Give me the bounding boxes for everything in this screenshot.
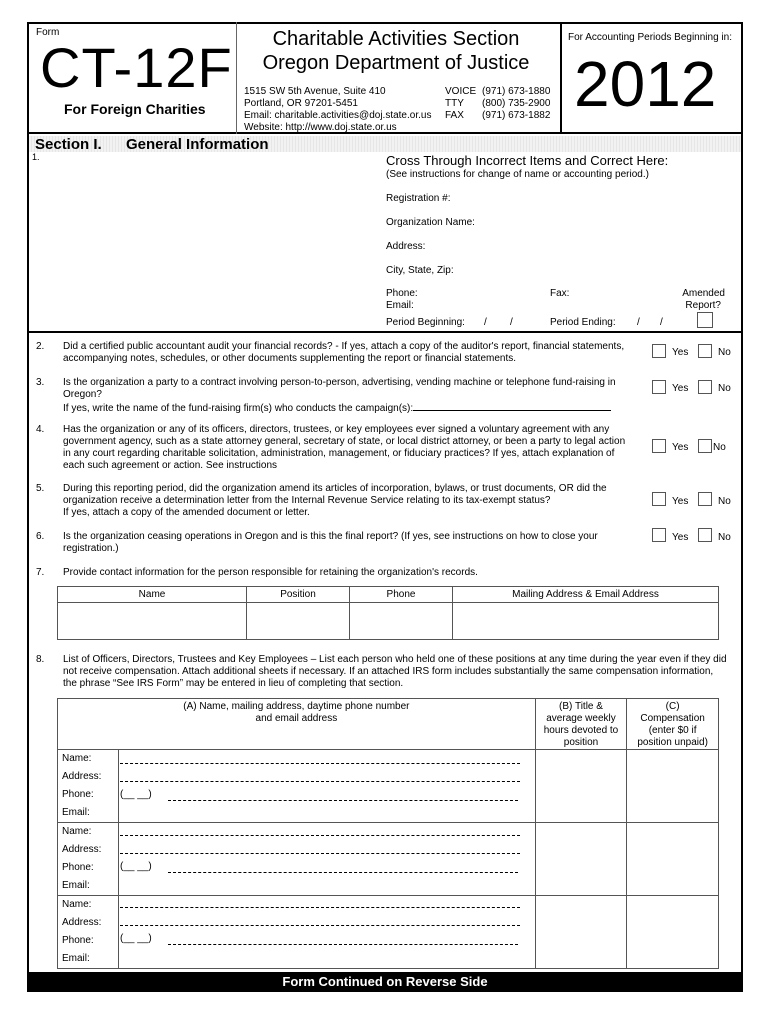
header-line: and email address	[255, 713, 338, 724]
question-number: 8.	[36, 654, 45, 665]
address-email-cell-input[interactable]	[453, 603, 719, 640]
table-row	[58, 823, 719, 896]
email-label: Email:	[62, 880, 90, 891]
header-line: (A) Name, mailing address, daytime phone number	[183, 701, 410, 712]
period-beginning-label: Period Beginning:	[386, 317, 465, 328]
row-labels	[58, 750, 119, 823]
question-line: organization receive a determination letter from the Internal Revenue Service relating to its tax-exempt status?	[63, 495, 551, 506]
contact-label: TTY	[445, 98, 464, 109]
agency-name: Oregon Department of Justice	[262, 52, 530, 74]
records-contact-table	[57, 586, 719, 640]
question-line: each such agreement or action. See instructions	[63, 460, 278, 471]
section-title: General Information	[126, 136, 269, 153]
no-label: No	[718, 347, 731, 358]
contact-value: (800) 735-2900	[482, 98, 551, 109]
column-header: Position	[247, 587, 350, 603]
header-line: position unpaid)	[637, 737, 708, 748]
section-divider	[29, 331, 741, 333]
yes-label: Yes	[672, 347, 689, 358]
contact-label: VOICE	[445, 86, 477, 97]
no-label: No	[713, 442, 726, 453]
address-field-label: Address:	[386, 241, 426, 252]
column-header-c	[627, 699, 719, 750]
header-line: Compensation	[640, 713, 705, 724]
question-number: 4.	[36, 424, 45, 435]
address-line: Portland, OR 97201-5451	[244, 98, 358, 109]
address-entry-line	[120, 763, 520, 764]
phone-entry-line	[168, 944, 518, 945]
question-text	[63, 654, 739, 690]
email-label: Email:	[62, 953, 90, 964]
agency-address	[244, 86, 431, 134]
question-number: 3.	[36, 377, 45, 388]
phone-label: Phone:	[62, 935, 94, 946]
column-header: Mailing Address & Email Address	[453, 587, 719, 603]
header-divider	[560, 22, 562, 134]
address-entry-line	[120, 907, 520, 908]
date-separator: /	[510, 317, 513, 328]
question-number: 2.	[36, 341, 45, 352]
contact-value: (971) 673-1882	[482, 110, 551, 121]
name-cell-input[interactable]	[58, 603, 247, 640]
q4-no-checkbox[interactable]	[698, 439, 712, 453]
compensation-input[interactable]	[627, 896, 719, 969]
compensation-input[interactable]	[627, 750, 719, 823]
accounting-year: 2012	[574, 48, 717, 120]
question-line: registration.)	[63, 543, 119, 554]
phone-area-code: (__ __)	[120, 861, 152, 872]
phone-label: Phone:	[62, 862, 94, 873]
address-label: Address:	[62, 771, 102, 782]
q3-no-checkbox[interactable]	[698, 380, 712, 394]
column-header: Phone	[350, 587, 453, 603]
q5-yes-checkbox[interactable]	[652, 492, 666, 506]
compensation-input[interactable]	[627, 823, 719, 896]
correction-heading: Cross Through Incorrect Items and Correct Here:	[386, 153, 669, 168]
question-line: not receive compensation. Attach additional sheets if necessary. If an attached IRS form includes substantially the same compensation information,	[63, 666, 714, 677]
form-subtitle: For Foreign Charities	[64, 101, 206, 117]
column-header-b	[535, 699, 626, 750]
name-label: Name:	[62, 899, 92, 910]
header-divider	[236, 22, 237, 134]
date-separator: /	[637, 317, 640, 328]
no-label: No	[718, 496, 731, 507]
question-line: accompanying notes, schedules, or other documents supplementing the report or financial statements.	[63, 353, 517, 364]
org-name-field-label: Organization Name:	[386, 217, 475, 228]
title-hours-input[interactable]	[535, 823, 626, 896]
question-number: 5.	[36, 483, 45, 494]
phone-area-code: (__ __)	[120, 933, 152, 944]
phone-cell-input[interactable]	[350, 603, 453, 640]
amended-report-checkbox[interactable]	[697, 312, 713, 328]
question-text	[63, 424, 643, 472]
name-label: Name:	[62, 753, 92, 764]
date-separator: /	[660, 317, 663, 328]
column-header-a	[58, 699, 536, 750]
header-line: hours devoted to	[543, 725, 619, 736]
registration-field-label: Registration #:	[386, 193, 451, 204]
header-line: (enter $0 if	[648, 725, 697, 736]
question-text	[63, 341, 643, 365]
yes-label: Yes	[672, 442, 689, 453]
question-line: in any court regarding charitable solicitation, administration, management, or fiduciary practices? If yes, attach explanation of	[63, 448, 615, 459]
form-code: CT-12F	[40, 36, 233, 99]
phone-field-label: Phone:	[386, 288, 418, 299]
question-text: Provide contact information for the person responsible for retaining the organization's records.	[63, 567, 478, 578]
question-line: Is the organization a party to a contract involving person-to-person, advertising, vending machine or telephone fund-raising in	[63, 377, 616, 388]
question-line: Is the organization ceasing operations in Oregon and is this the final report? (If yes, see instructions on how to close your	[63, 531, 598, 542]
q4-yes-checkbox[interactable]	[652, 439, 666, 453]
phone-entry-line	[168, 872, 518, 873]
q6-yes-checkbox[interactable]	[652, 528, 666, 542]
agency-section-title: Charitable Activities Section	[272, 28, 520, 50]
question-line: Has the organization or any of its officers, directors, trustees, or key employees ever signed a voluntary agreement with any	[63, 424, 610, 435]
phone-entry-line	[168, 800, 518, 801]
title-hours-input[interactable]	[535, 896, 626, 969]
address-entry-line	[120, 853, 520, 854]
address-label: Address:	[62, 844, 102, 855]
row-labels	[58, 896, 119, 969]
item-number: 1.	[32, 152, 40, 162]
continued-footer: Form Continued on Reverse Side	[27, 972, 743, 992]
address-entry-line	[120, 781, 520, 782]
yes-label: Yes	[672, 532, 689, 543]
fax-field-label: Fax:	[550, 288, 570, 299]
email-field-label: Email:	[386, 300, 414, 311]
question-line: Oregon?	[63, 389, 102, 400]
header-line: position	[563, 737, 599, 748]
email-label: Email:	[62, 807, 90, 818]
question-text	[63, 483, 643, 519]
question-line: If yes, attach a copy of the amended document or letter.	[63, 507, 310, 518]
row-labels	[58, 823, 119, 896]
contact-label: FAX	[445, 110, 464, 121]
website-line: Website: http://www.doj.state.or.us	[244, 122, 397, 133]
name-label: Name:	[62, 826, 92, 837]
amended-label: Amended	[682, 288, 725, 299]
q3-yes-checkbox[interactable]	[652, 380, 666, 394]
position-cell-input[interactable]	[247, 603, 350, 640]
section-label: Section I.	[35, 136, 102, 153]
fundraising-firm-input[interactable]	[413, 401, 611, 411]
table-header-row	[58, 587, 719, 603]
address-line: 1515 SW 5th Avenue, Suite 410	[244, 86, 386, 97]
correction-note: (See instructions for change of name or accounting period.)	[386, 169, 649, 180]
officers-table	[57, 698, 719, 969]
header-line: average weekly	[546, 713, 616, 724]
officer-entry-input[interactable]	[118, 823, 535, 896]
table-row	[58, 750, 719, 823]
officer-entry-input[interactable]	[118, 750, 535, 823]
amended-label: Report?	[685, 300, 721, 311]
email-line: Email: charitable.activities@doj.state.or.us	[244, 110, 432, 121]
yes-label: Yes	[672, 496, 689, 507]
q2-no-checkbox[interactable]	[698, 344, 712, 358]
phone-label: Phone:	[62, 789, 94, 800]
column-header: Name	[58, 587, 247, 603]
form-label: Form	[36, 27, 60, 38]
contact-value: (971) 673-1880	[482, 86, 551, 97]
agency-contacts	[445, 86, 550, 122]
period-ending-label: Period Ending:	[550, 317, 616, 328]
address-entry-line	[120, 925, 520, 926]
question-line: Did a certified public accountant audit your financial records? - If yes, attach a copy of the auditor's report, financial statements,	[63, 341, 625, 352]
table-row	[58, 603, 719, 640]
question-line: During this reporting period, did the organization amend its articles of incorporation, bylaws, or trust documents, OR did the	[63, 483, 607, 494]
no-label: No	[718, 532, 731, 543]
question-text	[63, 531, 643, 555]
question-line: the phrase “See IRS Form” may be entered in lieu of completing that section.	[63, 678, 404, 689]
q2-yes-checkbox[interactable]	[652, 344, 666, 358]
q6-no-checkbox[interactable]	[698, 528, 712, 542]
address-label: Address:	[62, 917, 102, 928]
q5-no-checkbox[interactable]	[698, 492, 712, 506]
question-text	[63, 377, 643, 415]
title-hours-input[interactable]	[535, 750, 626, 823]
address-entry-line	[120, 835, 520, 836]
header-line: (B) Title &	[559, 701, 603, 712]
question-line: government agency, such as a state attorney general, secretary of state, or local district attorney, or been a party to legal action	[63, 436, 626, 447]
table-header-row	[58, 699, 719, 750]
header-line: (C)	[665, 701, 680, 712]
accounting-period-label: For Accounting Periods Beginning in:	[568, 32, 732, 43]
phone-area-code: (__ __)	[120, 789, 152, 800]
question-line: List of Officers, Directors, Trustees and Key Employees – List each person who held one of these positions at any time during the year even if they did	[63, 654, 727, 665]
no-label: No	[718, 383, 731, 394]
yes-label: Yes	[672, 383, 689, 394]
date-separator: /	[484, 317, 487, 328]
question-number: 6.	[36, 531, 45, 542]
question-number: 7.	[36, 567, 45, 578]
city-state-zip-field-label: City, State, Zip:	[386, 265, 454, 276]
question-line: If yes, write the name of the fund-raising firm(s) who conducts the campaign(s):	[63, 403, 414, 414]
